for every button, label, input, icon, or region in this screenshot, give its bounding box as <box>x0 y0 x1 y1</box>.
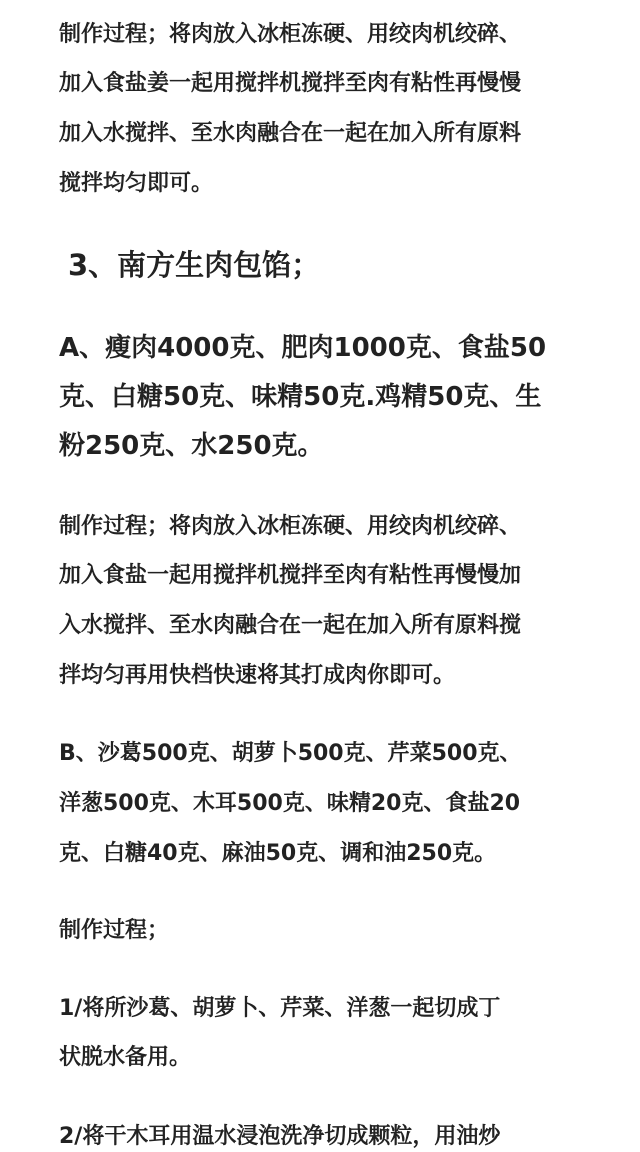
text-line: 克、白糖40克、麻油50克、调和油250克。 <box>59 841 497 866</box>
text-line: 粉250克、水250克。 <box>59 431 324 461</box>
text-line: 洋葱500克、木耳500克、味精20克、食盐20 <box>59 791 521 816</box>
process-label: 制作过程； <box>59 918 170 943</box>
text-line: 拌均匀再用快档快速将其打成肉你即可。 <box>59 663 456 688</box>
text-line: 制作过程；将肉放入冰柜冻硬、用绞肉机绞碎、 <box>59 22 522 47</box>
text-line: 制作过程；将肉放入冰柜冻硬、用绞肉机绞碎、 <box>59 514 522 539</box>
text-line: 克、白糖50克、味精50克.鸡精50克、生 <box>59 382 542 412</box>
text-line: 1/将所沙葛、胡萝卜、芹菜、洋葱一起切成丁 <box>59 996 501 1021</box>
section-heading: 3、南方生肉包馅； <box>68 248 321 282</box>
text-line: 搅拌均匀即可。 <box>59 171 214 196</box>
text-line: 加入水搅拌、至水肉融合在一起在加入所有原料 <box>59 121 522 146</box>
text-line: 加入食盐一起用搅拌机搅拌至肉有粘性再慢慢加 <box>59 563 522 588</box>
text-line: 入水搅拌、至水肉融合在一起在加入所有原料搅 <box>59 613 522 638</box>
text-line: 2/将干木耳用温水浸泡洗净切成颗粒，用油炒 <box>59 1124 501 1149</box>
text-line: A、瘦肉4000克、肥肉1000克、食盐50 <box>59 333 547 363</box>
text-line: B、沙葛500克、胡萝卜500克、芹菜500克、 <box>59 741 522 766</box>
text-line: 状脱水备用。 <box>59 1045 192 1070</box>
text-line: 加入食盐姜一起用搅拌机搅拌至肉有粘性再慢慢 <box>59 71 522 96</box>
